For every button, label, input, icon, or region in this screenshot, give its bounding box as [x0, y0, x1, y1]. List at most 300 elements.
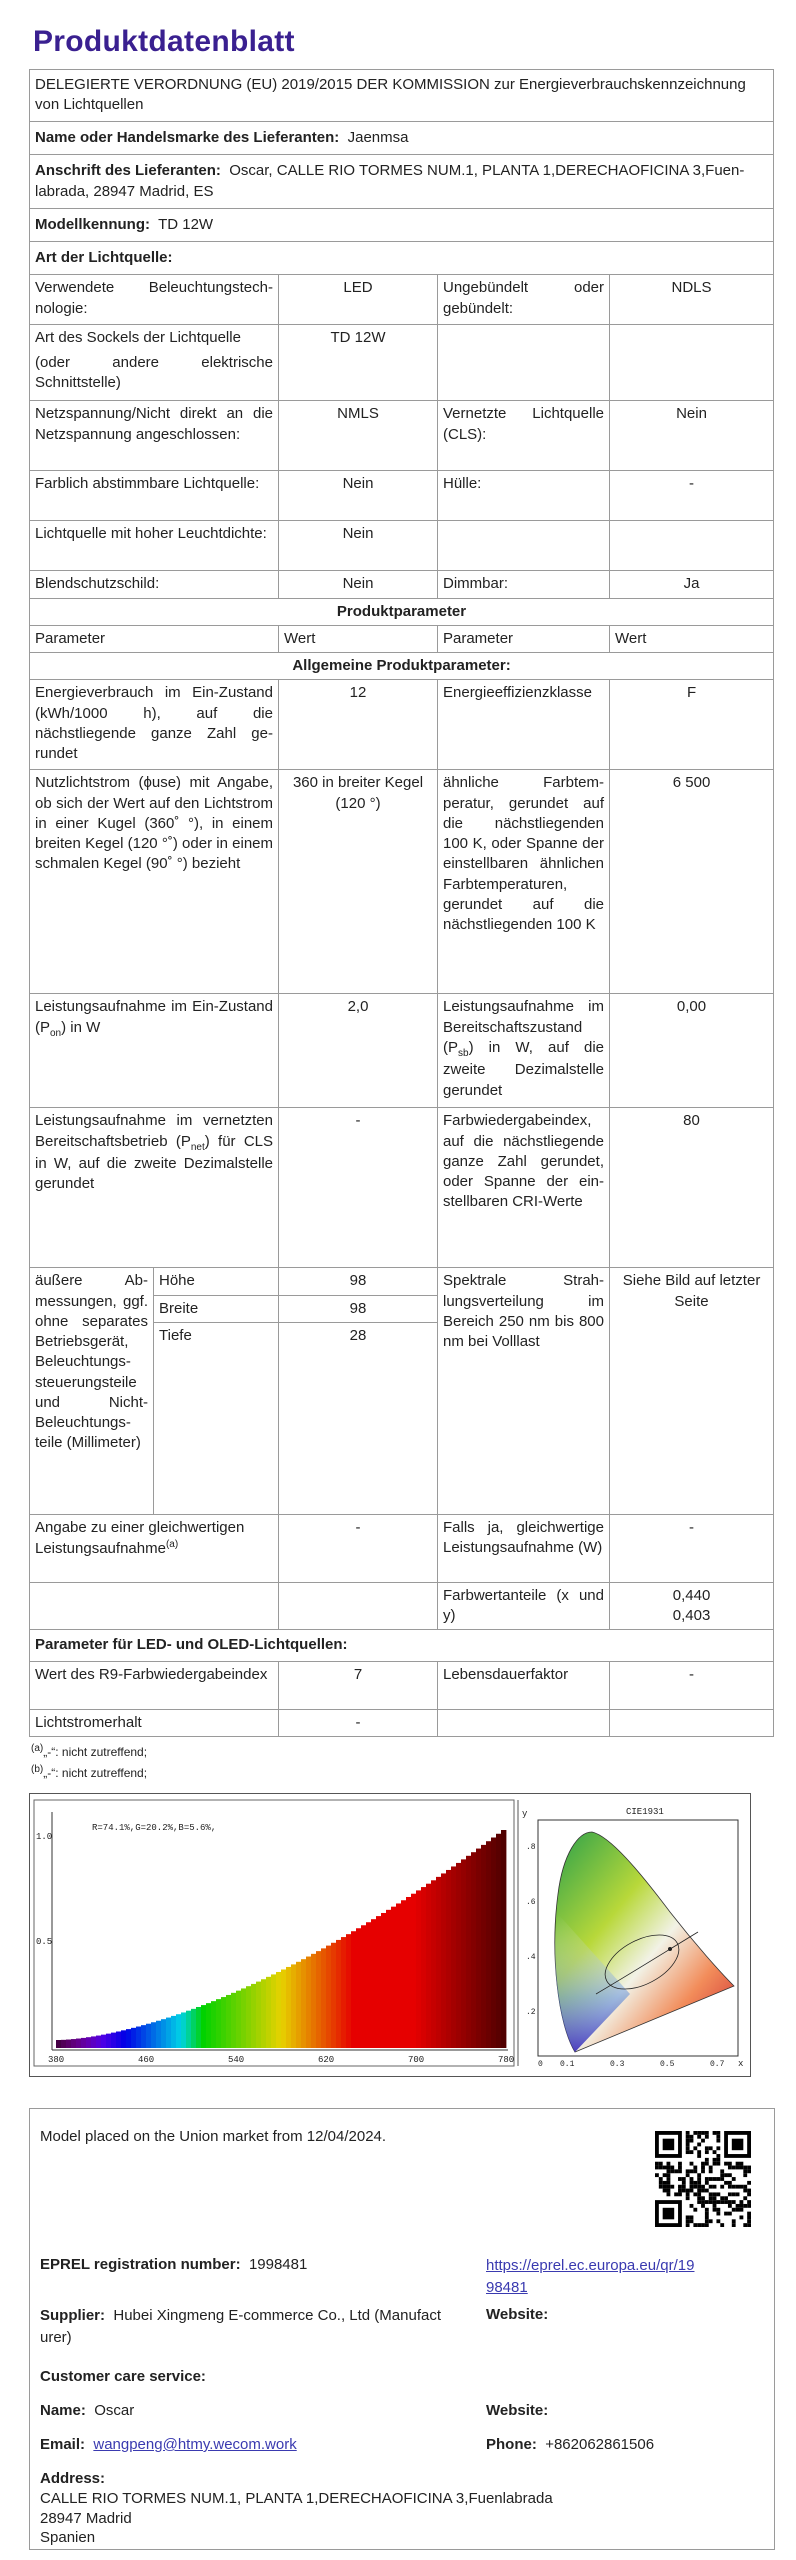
- qr-module: [690, 2139, 694, 2143]
- footnote-a: $^{(a)}$„-“: nicht zutreffend;: [31, 1742, 148, 1759]
- spectrum-bar: [456, 1863, 461, 2048]
- spectrum-bar: [321, 1948, 326, 2048]
- qr-module: [693, 2208, 697, 2212]
- spectrum-bar: [186, 2011, 191, 2048]
- qr-module: [705, 2181, 709, 2185]
- qr-module: [686, 2143, 690, 2147]
- qr-module: [709, 2219, 713, 2223]
- spectrum-bar: [336, 1940, 341, 2048]
- customer-care-heading: Customer care service:: [40, 2368, 206, 2385]
- table-row: Leistungsaufnahme im vernetzten Bereitschaftsbetrieb $(P_{net})$ für CLS in W, auf die zweite Dezimalstelle gerundet - Farbwiedergabeindex, auf die nächstliegende ganze Zahl gerundet, oder Spanne der einstellbaren CRI-Werte 80: [30, 1108, 774, 1268]
- qr-module: [732, 2208, 736, 2212]
- table-row: [30, 401, 774, 471]
- qr-module: [701, 2185, 705, 2189]
- spectrum-y-tick: 1.0: [36, 1832, 53, 1842]
- qr-module: [720, 2200, 724, 2204]
- market-date-text: Model placed on the Union market from 12/04/2024.: [40, 2128, 387, 2145]
- qr-module: [724, 2200, 728, 2204]
- qr-module: [705, 2131, 709, 2135]
- spectrum-bar: [161, 2019, 166, 2048]
- spectrum-bar: [411, 1894, 416, 2048]
- spectrum-bar: [156, 2021, 161, 2048]
- qr-module: [693, 2131, 697, 2135]
- qr-module: [701, 2200, 705, 2204]
- spectrum-bar: [221, 1997, 226, 2048]
- table-row: Angabe zu einer gleichwertigen Leistungsaufnahme$^{(a)}$ - Falls ja, gleichwertige Leistungsaufnahme (W) -: [30, 1514, 774, 1582]
- qr-module: [705, 2158, 709, 2162]
- spectrum-bar: [451, 1866, 456, 2048]
- section-row: [30, 653, 774, 680]
- qr-module: [701, 2189, 705, 2193]
- spectrum-bar: [291, 1964, 296, 2048]
- qr-module: [701, 2196, 705, 2200]
- psb-value: 0,00: [610, 994, 774, 1108]
- pnet-value: -: [279, 1108, 438, 1268]
- spectrum-bar: [266, 1977, 271, 2048]
- qr-module: [713, 2131, 717, 2135]
- spectrum-y-tick: 0.5: [36, 1937, 53, 1947]
- qr-module: [686, 2189, 690, 2193]
- qr-module: [716, 2139, 720, 2143]
- qr-module: [728, 2192, 732, 2196]
- r9-value: 7: [279, 1661, 438, 1709]
- qr-module: [659, 2185, 663, 2189]
- table-row: [30, 471, 774, 521]
- lightsource-type-row: [30, 242, 774, 275]
- qr-module: [674, 2169, 678, 2173]
- qr-module: [686, 2131, 690, 2135]
- flux-label: Nutzlichtstrom (ϕuse) mit Angabe, ob sich der Wert auf den Lichtstrom in einer Kugel (360˚ °), in einem breiten Kegel (120 °˚) oder in einem schmalen Kegel (90˚ °) bezieht: [30, 770, 279, 994]
- spectrum-bar: [446, 1870, 451, 2048]
- qr-module: [686, 2146, 690, 2150]
- qr-module: [709, 2200, 713, 2204]
- qr-code-icon[interactable]: [655, 2131, 751, 2227]
- datasheet-table: [29, 69, 774, 1737]
- cie-y-label: y: [522, 1809, 528, 1819]
- care-email-link[interactable]: wangpeng@htmy.wecom.work: [93, 2436, 297, 2453]
- qr-module: [732, 2177, 736, 2181]
- qr-module: [747, 2204, 751, 2208]
- qr-module: [716, 2177, 720, 2181]
- qr-module: [682, 2189, 686, 2193]
- qr-module: [720, 2177, 724, 2181]
- spectrum-bar: [366, 1922, 371, 2048]
- spectrum-bar: [316, 1951, 321, 2048]
- qr-module: [736, 2192, 740, 2196]
- qr-module: [678, 2177, 682, 2181]
- qr-module: [736, 2162, 740, 2166]
- qr-module: [697, 2185, 701, 2189]
- spectrum-bar: [356, 1928, 361, 2048]
- spectrum-x-tick: 380: [48, 2055, 65, 2065]
- qr-module: [747, 2223, 751, 2227]
- qr-module: [663, 2181, 667, 2185]
- eclass-label: Energieeffizienzklasse: [438, 680, 610, 770]
- qr-module: [693, 2181, 697, 2185]
- mains-label: Netzspannung/Nicht direkt an die Netzspannung angeschlossen:: [30, 401, 279, 471]
- qr-module: [732, 2200, 736, 2204]
- socket-label: Art des Sockels der Lichtquelle: [35, 329, 241, 347]
- eprel-info-box: Model placed on the Union market from 12/04/2024. EPREL registration number: 1998481 https://eprel.ec.europa.eu/qr/19 98481 Supplier: Hubei Xingmeng E-commerce Co., Ltd (Manufact urer) Website: Customer care service: Name: Oscar Website: Email: wangpeng@htmy.wecom.work Phone: +862062861506 Address: CALLE RIO TORMES NUM.1, PLANTA 1,DERECHAOFICINA 3,Fuenlabrada 28947 Madrid Spanien: [29, 2108, 775, 2550]
- cie-y-tick: .8: [526, 1843, 536, 1852]
- spectrum-bar: [246, 1986, 251, 2048]
- cie-x-tick: 0.3: [610, 2060, 625, 2069]
- qr-module: [667, 2181, 671, 2185]
- qr-module: [736, 2208, 740, 2212]
- qr-module: [743, 2173, 747, 2177]
- cie-x-tick: 0: [538, 2060, 543, 2069]
- qr-module: [655, 2166, 659, 2170]
- qr-module: [747, 2212, 751, 2216]
- energy-value: 12: [279, 680, 438, 770]
- qr-module: [701, 2139, 705, 2143]
- table-row: [30, 1661, 774, 1709]
- qr-module: [667, 2166, 671, 2170]
- spectrum-bar: [101, 2035, 106, 2048]
- supplier-address-label: Anschrift des Lieferanten:: [35, 162, 221, 180]
- qr-module: [747, 2189, 751, 2193]
- cie-y-tick: .2: [526, 2008, 536, 2017]
- spectrum-bar: [201, 2005, 206, 2048]
- spectrum-bar: [491, 1838, 496, 2049]
- qr-module: [686, 2192, 690, 2196]
- col-value-1: Wert: [279, 625, 438, 652]
- spectrum-bar: [111, 2033, 116, 2048]
- spectrum-bar: [436, 1877, 441, 2048]
- spectrum-bar: [231, 1993, 236, 2048]
- qr-module: [697, 2150, 701, 2154]
- qr-module: [713, 2200, 717, 2204]
- spectrum-bar: [296, 1962, 301, 2048]
- qr-module: [713, 2204, 717, 2208]
- qr-module: [716, 2219, 720, 2223]
- width-label: Breite: [154, 1295, 279, 1322]
- shield-label: Blendschutzschild:: [30, 571, 279, 598]
- qr-module: [693, 2169, 697, 2173]
- qr-module: [682, 2185, 686, 2189]
- pnet-label: Leistungsaufnahme im vernetzten Bereitschaftsbetrieb (P: [35, 1112, 273, 1150]
- qr-module: [686, 2219, 690, 2223]
- qr-module: [724, 2181, 728, 2185]
- spectrum-bar: [416, 1890, 421, 2048]
- spectrum-bar: [66, 2040, 71, 2048]
- qr-module: [686, 2135, 690, 2139]
- dims-label: äußere Abmessungen, ggf. ohne separates Betriebsgerät, Beleuchtungssteuerungsteile und Nicht-Beleuchtungsteile (Millimeter): [30, 1268, 154, 1515]
- spectrum-bar: [141, 2025, 146, 2048]
- spectrum-bar: [466, 1856, 471, 2048]
- spectrum-bar: [331, 1943, 336, 2048]
- col-param-2: Parameter: [438, 625, 610, 652]
- qr-module: [739, 2162, 743, 2166]
- cie-y-ticks: [526, 1843, 536, 2017]
- spectrum-bar: [196, 2007, 201, 2048]
- qr-module: [670, 2166, 674, 2170]
- spectrum-bar: [401, 1900, 406, 2048]
- qr-module: [697, 2223, 701, 2227]
- spectrum-bar: [106, 2034, 111, 2048]
- spectrum-bar: [306, 1957, 311, 2048]
- qr-module: [739, 2208, 743, 2212]
- qr-module: [690, 2204, 694, 2208]
- qr-module: [747, 2166, 751, 2170]
- spectrum-bar: [191, 2009, 196, 2048]
- pon-label: Leistungsaufnahme im Ein-Zustand (P: [35, 998, 273, 1036]
- col-value-2: Wert: [610, 625, 774, 652]
- tech-label: Verwendete Beleuchtungstechnologie:: [30, 275, 279, 325]
- lightsource-type-label: Art der Lichtquelle:: [30, 242, 774, 275]
- hlv-value: Nein: [279, 521, 438, 571]
- height-label: Höhe: [154, 1268, 279, 1295]
- socket-label-note: (oder andere elektrische Schnittstelle): [35, 353, 273, 391]
- qr-module: [709, 2166, 713, 2170]
- qr-module: [701, 2204, 705, 2208]
- spectrum-bar: [76, 2039, 81, 2048]
- qr-module: [705, 2135, 709, 2139]
- spectrum-x-tick: 460: [138, 2055, 155, 2065]
- qr-module: [682, 2177, 686, 2181]
- supplier-value: Hubei Xingmeng E-commerce Co., Ltd (Manufact: [113, 2307, 442, 2324]
- qr-module: [659, 2162, 663, 2166]
- qr-module: [693, 2146, 697, 2150]
- qr-module: [747, 2215, 751, 2219]
- spectrum-bar: [121, 2030, 126, 2048]
- qr-module: [732, 2139, 744, 2151]
- life-label: Lebensdauerfaktor: [438, 1661, 610, 1709]
- equiv-label: Angabe zu einer gleichwertigen Leistungsaufnahme: [35, 1518, 245, 1557]
- pon-value: 2,0: [279, 994, 438, 1108]
- qr-module: [678, 2166, 682, 2170]
- qr-module: [667, 2177, 671, 2181]
- qr-module: [701, 2169, 705, 2173]
- qr-module: [713, 2150, 717, 2154]
- qr-module: [732, 2223, 736, 2227]
- spectrum-x-tick: 700: [408, 2055, 425, 2065]
- spectrum-bar: [311, 1954, 316, 2048]
- spectrum-bar: [71, 2039, 76, 2048]
- qr-module: [667, 2173, 671, 2177]
- qr-module: [701, 2166, 705, 2170]
- qr-module: [690, 2150, 694, 2154]
- spectrum-bar: [56, 2040, 61, 2048]
- qr-module: [697, 2189, 701, 2193]
- qr-module: [743, 2196, 747, 2200]
- spectrum-bar: [96, 2036, 101, 2048]
- spectrum-bar: [206, 2003, 211, 2048]
- qr-module: [670, 2169, 674, 2173]
- qr-module: [667, 2162, 671, 2166]
- qr-module: [743, 2185, 747, 2189]
- spectrum-bar: [261, 1979, 266, 2048]
- qr-module: [747, 2181, 751, 2185]
- qr-module: [724, 2212, 728, 2216]
- hlv-label: Lichtquelle mit hoher Leuchtdichte:: [30, 521, 279, 571]
- qr-module: [739, 2185, 743, 2189]
- qr-module: [690, 2215, 694, 2219]
- qr-module: [709, 2169, 713, 2173]
- qr-module: [690, 2135, 694, 2139]
- regulation-subtitle: DELEGIERTE VERORDNUNG (EU) 2019/2015 DER KOMMISSION zur Energieverbrauchskennzeichnung von Lichtquellen: [30, 69, 774, 122]
- qr-module: [690, 2162, 694, 2166]
- spectrum-bar: [81, 2038, 86, 2048]
- spectrum-bar: [476, 1849, 481, 2048]
- lumen-label: Lichtstromerhalt: [30, 1709, 279, 1736]
- qr-module: [732, 2192, 736, 2196]
- qr-module: [659, 2166, 663, 2170]
- qr-module: [724, 2162, 728, 2166]
- qr-module: [747, 2200, 751, 2204]
- qr-module: [655, 2162, 659, 2166]
- qr-module: [693, 2166, 697, 2170]
- spectrum-bar: [211, 2001, 216, 2048]
- qr-module: [716, 2154, 720, 2158]
- qr-module: [713, 2196, 717, 2200]
- qr-module: [693, 2192, 697, 2196]
- qr-module: [705, 2162, 709, 2166]
- care-address-value: CALLE RIO TORMES NUM.1, PLANTA 1,DERECHAOFICINA 3,Fuenlabrada 28947 Madrid Spanien: [40, 2490, 553, 2546]
- cct-value: 6 500: [610, 770, 774, 994]
- chroma-label: Farbwertanteile (x und y): [438, 1582, 610, 1630]
- focus-label: Ungebündelt oder gebündelt:: [438, 275, 610, 325]
- qr-module: [678, 2189, 682, 2193]
- qr-module: [705, 2223, 709, 2227]
- cie-x-label: x: [738, 2059, 744, 2069]
- table-row: [30, 275, 774, 325]
- qr-module: [705, 2215, 709, 2219]
- qr-module: [686, 2173, 690, 2177]
- supplier-website-label: Website:: [486, 2306, 549, 2323]
- qr-module: [686, 2196, 690, 2200]
- spectrum-bar: [391, 1907, 396, 2048]
- cie-x-tick: 0.5: [660, 2060, 675, 2069]
- cie-y-tick: .4: [526, 1953, 536, 1962]
- qr-module: [716, 2146, 720, 2150]
- table-row: Leistungsaufnahme im Ein-Zustand $(P_{on})$ in W 2,0 Leistungsaufnahme im Bereitschaftszustand $(P_{sb})$ in W, auf die zweite Dezimalstelle gerundet 0,00: [30, 994, 774, 1108]
- qr-module: [720, 2196, 724, 2200]
- spectrum-bar: [501, 1830, 506, 2048]
- qr-module: [697, 2181, 701, 2185]
- qr-module: [713, 2177, 717, 2181]
- qr-module: [697, 2173, 701, 2177]
- supplier-address-row: [30, 155, 774, 209]
- qr-module: [709, 2196, 713, 2200]
- cie-title: CIE1931: [626, 1807, 664, 1817]
- qr-module: [743, 2204, 747, 2208]
- spectrum-bar: [276, 1972, 281, 2048]
- qr-module: [743, 2189, 747, 2193]
- table-row: [30, 1582, 774, 1630]
- spectrum-x-tick: 540: [228, 2055, 245, 2065]
- cls-value: Nein: [610, 401, 774, 471]
- care-website-label: Website:: [486, 2402, 549, 2419]
- qr-module: [678, 2192, 682, 2196]
- cie-x-tick: 0.7: [710, 2060, 725, 2069]
- qr-module: [663, 2139, 675, 2151]
- supplier-name-value: Jaenmsa: [347, 129, 409, 146]
- supplier-name-row: [30, 122, 774, 155]
- qr-module: [686, 2223, 690, 2227]
- qr-module: [716, 2131, 720, 2135]
- qr-module: [709, 2185, 713, 2189]
- spectrum-bar: [351, 1931, 356, 2048]
- equiv-value: -: [279, 1514, 438, 1582]
- r9-label: Wert des R9-Farbwiedergabeindex: [30, 1661, 279, 1709]
- chroma-x-value: 0,440: [672, 1586, 711, 1604]
- qr-module: [701, 2223, 705, 2227]
- qr-module: [663, 2189, 667, 2193]
- flux-value: 360 in breiter Kegel (120 °): [279, 770, 438, 994]
- spectrum-bar: [256, 1982, 261, 2048]
- qr-module: [728, 2185, 732, 2189]
- qr-module: [659, 2181, 663, 2185]
- spectrum-bar: [426, 1884, 431, 2048]
- qr-module: [716, 2208, 720, 2212]
- qr-module: [701, 2162, 705, 2166]
- qr-module: [705, 2189, 709, 2193]
- socket-value: TD 12W: [279, 325, 438, 401]
- depth-value: 28: [279, 1322, 438, 1514]
- eprel-reg-value: 1998481: [248, 2256, 308, 2273]
- qr-module: [667, 2169, 671, 2173]
- qr-module: [716, 2200, 720, 2204]
- qr-module: [739, 2166, 743, 2170]
- spectrum-bar: [381, 1913, 386, 2048]
- spectrum-bar: [346, 1934, 351, 2048]
- envelope-label: Hülle:: [438, 471, 610, 521]
- life-value: -: [610, 1661, 774, 1709]
- qr-module: [682, 2181, 686, 2185]
- led-parameters-heading: Parameter für LED- und OLED-Lichtquellen:: [30, 1630, 774, 1661]
- spectrum-bar: [151, 2022, 156, 2048]
- spd-label: Spektrale Strahlungsverteilung im Bereich 250 nm bis 800 nm bei Volllast: [438, 1268, 610, 1515]
- column-header-row: [30, 625, 774, 652]
- qr-module: [690, 2189, 694, 2193]
- spectrum-bar: [421, 1887, 426, 2048]
- qr-module: [720, 2169, 724, 2173]
- qr-module: [747, 2169, 751, 2173]
- qr-module: [728, 2166, 732, 2170]
- care-phone-value: +862062861506: [545, 2436, 655, 2453]
- qr-module: [690, 2181, 694, 2185]
- qr-module: [697, 2200, 701, 2204]
- spectrum-bar: [91, 2036, 96, 2048]
- qr-module: [713, 2158, 717, 2162]
- envelope-value: -: [610, 471, 774, 521]
- eprel-link[interactable]: https://eprel.ec.europa.eu/qr/19 98481: [486, 2257, 695, 2296]
- qr-module: [736, 2185, 740, 2189]
- qr-module: [724, 2196, 728, 2200]
- qr-module: [701, 2131, 705, 2135]
- eprel-reg-label: EPREL registration number:: [40, 2256, 241, 2273]
- spectrum-legend: R=74.1%,G=20.2%,B=5.6%,: [92, 1823, 217, 1833]
- spectrum-bar: [376, 1916, 381, 2048]
- qr-module: [697, 2131, 701, 2135]
- spectrum-bar: [301, 1959, 306, 2048]
- table-row: [30, 1709, 774, 1736]
- spectrum-bar: [406, 1897, 411, 2048]
- section-row: [30, 1630, 774, 1661]
- spectrum-bar: [461, 1859, 466, 2048]
- qr-module: [736, 2166, 740, 2170]
- model-row: [30, 208, 774, 241]
- qr-module: [713, 2185, 717, 2189]
- qr-module: [693, 2185, 697, 2189]
- qr-module: [705, 2208, 709, 2212]
- qr-module: [716, 2212, 720, 2216]
- qr-module: [705, 2177, 709, 2181]
- dimmable-value: Ja: [610, 571, 774, 598]
- spectrum-bar: [146, 2024, 151, 2048]
- table-row: [30, 770, 774, 994]
